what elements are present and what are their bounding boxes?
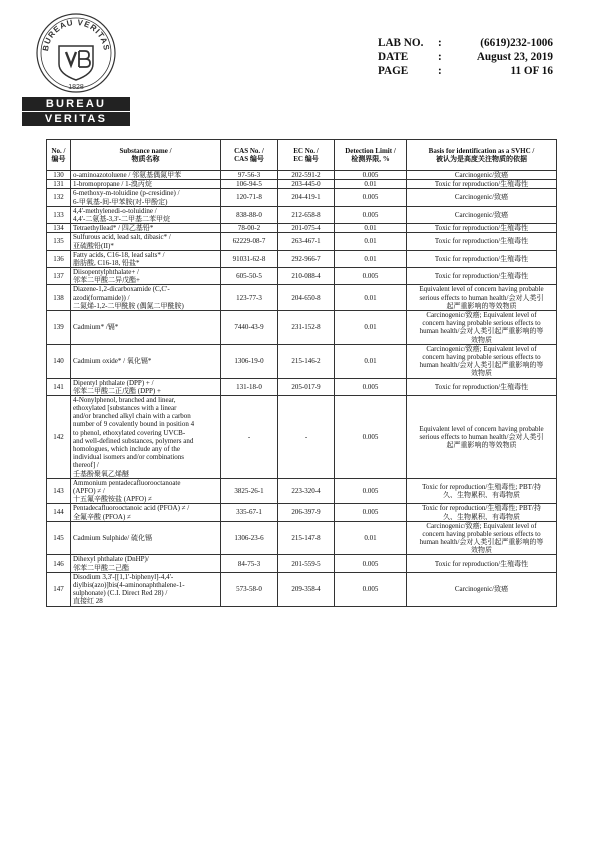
cell-cas-no: 3825-26-1 xyxy=(221,478,278,504)
table-row xyxy=(47,504,557,521)
cell-detection-limit: 0.005 xyxy=(335,171,407,180)
cell-basis-line: Toxic for reproduction/生殖毒性 xyxy=(434,180,529,189)
table-row xyxy=(47,378,557,395)
cell-no: 147 xyxy=(47,572,71,606)
cell-ec-no: 263-467-1 xyxy=(278,233,335,250)
cell-basis xyxy=(407,206,557,223)
logo-band-bureau: BUREAU xyxy=(22,97,130,111)
cell-substance-name-line: Disodium 3,3'-[[1,1'-biphenyl]-4,4'- xyxy=(73,572,174,581)
cell-no: 132 xyxy=(47,189,71,206)
cell-ec-no: 215-147-8 xyxy=(278,521,335,555)
cell-substance-name-line: Ammonium pentadecafluorooctanoate xyxy=(73,478,181,487)
cell-no: 142 xyxy=(47,395,71,478)
cell-substance-name-line: homologues, which include any of the xyxy=(73,445,180,453)
svhc-table xyxy=(46,139,557,607)
header-line: 编号 xyxy=(51,155,66,163)
header-line: EC 编号 xyxy=(293,155,319,163)
cell-basis-line: 久、生物累积、有毒物质 xyxy=(443,491,520,500)
cell-substance-name-line: and well-defined substances, polymers and xyxy=(73,436,194,445)
cell-substance-name xyxy=(71,395,221,478)
cell-substance-name xyxy=(71,268,221,285)
cell-detection-limit: 0.01 xyxy=(335,285,407,311)
cell-basis-line: 起严重影响的等效物质 xyxy=(446,301,517,310)
col-header-cas xyxy=(221,140,278,171)
cell-substance-name-line: 4-Nonylphenol, branched and linear, xyxy=(73,395,176,404)
cell-cas-no: 7440-43-9 xyxy=(221,311,278,345)
header-line: 物质名称 xyxy=(131,155,160,163)
table-row xyxy=(47,206,557,223)
cell-detection-limit: 0.005 xyxy=(335,268,407,285)
cell-ec-no: 209-358-4 xyxy=(278,572,335,606)
cell-substance-name-line: 十五氟辛酸铵盐 (APFO) ≠ xyxy=(73,495,152,504)
cell-substance-name-line: 4,4'-methylenedi-o-toluidine / xyxy=(73,206,157,215)
cell-basis-line: Equivalent level of concern having probable xyxy=(419,424,544,433)
cell-basis-line: Carcinogenic/致癌; Equivalent level of xyxy=(426,311,537,319)
cell-basis-line: Carcinogenic/致癌 xyxy=(454,193,509,202)
cell-substance-name-line: 脂肪酸, C16-18, 铅盐* xyxy=(73,258,140,267)
header-line: EC No. / xyxy=(293,146,319,155)
cell-cas-no: 1306-23-6 xyxy=(221,521,278,555)
date-label: DATE xyxy=(378,51,409,63)
cell-basis-line: Carcinogenic/致癌 xyxy=(454,210,509,219)
cell-detection-limit: 0.01 xyxy=(335,250,407,267)
lab-no-label: LAB NO. xyxy=(378,37,424,49)
cell-ec-no: 204-650-8 xyxy=(278,285,335,311)
cell-basis-line: Carcinogenic/致癌 xyxy=(454,171,509,179)
col-header-name xyxy=(71,140,221,171)
cell-substance-name-line: Cadmium Sulphide/ 硫化镉 xyxy=(73,533,152,542)
cell-cas-no: 62229-08-7 xyxy=(221,233,278,250)
cell-substance-name-line: 6-甲氧基-间-甲苯胺(对-甲酚定) xyxy=(73,197,168,206)
cell-basis-line: human health/会对人类引起严重影响的等 xyxy=(419,361,544,370)
cell-substance-name xyxy=(71,189,221,206)
cell-cas-no: 123-77-3 xyxy=(221,285,278,311)
cell-detection-limit: 0.01 xyxy=(335,311,407,345)
cell-basis xyxy=(407,478,557,504)
table-row xyxy=(47,224,557,233)
cell-detection-limit: 0.005 xyxy=(335,555,407,572)
bureau-veritas-seal xyxy=(35,12,117,94)
cell-detection-limit: 0.01 xyxy=(335,344,407,378)
cell-substance-name xyxy=(71,555,221,572)
cell-substance-name xyxy=(71,572,221,606)
cell-basis-line: serious effects to human health/会对人类引 xyxy=(419,293,544,302)
cell-substance-name-line: 6-methoxy-m-toluidine (p-cresidine) / xyxy=(73,189,180,198)
cell-ec-no: 231-152-8 xyxy=(278,311,335,345)
cell-cas-no: 131-18-0 xyxy=(221,378,278,395)
cell-substance-name-line: o-aminoazotoluene / 邻氨基偶氮甲苯 xyxy=(73,171,182,179)
cell-basis xyxy=(407,311,557,345)
cell-ec-no: 203-445-0 xyxy=(278,180,335,189)
cell-substance-name-line: Cadmium* /镉* xyxy=(73,323,119,332)
cell-basis-line: Toxic for reproduction/生殖毒性; PBT/持 xyxy=(422,504,541,513)
seal-year: 1828 xyxy=(68,84,84,91)
cell-basis-line: Carcinogenic/致癌 xyxy=(454,585,509,594)
cell-no: 140 xyxy=(47,344,71,378)
cell-detection-limit: 0.005 xyxy=(335,504,407,521)
cell-substance-name xyxy=(71,233,221,250)
cell-basis-line: Toxic for reproduction/生殖毒性 xyxy=(434,559,529,568)
cell-substance-name-line: 4,4'-二氨基-3,3'-二甲基二苯甲烷 xyxy=(73,214,171,223)
cell-detection-limit: 0.005 xyxy=(335,206,407,223)
cell-basis-line: human health/会对人类引起严重影响的等 xyxy=(419,327,544,336)
header-line: 检测界限, % xyxy=(351,155,390,163)
table-row xyxy=(47,268,557,285)
cell-detection-limit: 0.005 xyxy=(335,478,407,504)
lab-no-value: (6619)232-1006 xyxy=(480,37,553,49)
cell-substance-name xyxy=(71,250,221,267)
table-row xyxy=(47,572,557,606)
cell-substance-name-line: 二氮烯-1,2-二甲酰胺 (偶氮二甲酰胺) xyxy=(73,301,184,310)
colon: : xyxy=(438,51,442,63)
page-value: 11 OF 16 xyxy=(510,65,553,77)
cell-basis xyxy=(407,521,557,555)
header-line: 被认为是高度关注物质的依据 xyxy=(436,155,527,163)
cell-ec-no: 204-419-1 xyxy=(278,189,335,206)
table-row xyxy=(47,171,557,180)
cell-substance-name-line: diylbis(azo)]bis(4-aminonaphthalene-1- xyxy=(73,581,185,589)
cell-substance-name-line: (APFO) ≠ / xyxy=(73,486,105,495)
cell-substance-name-line: Fatty acids, C16-18, lead salts* / xyxy=(73,250,165,259)
cell-basis-line: serious effects to human health/会对人类引 xyxy=(419,432,544,441)
cell-basis-line: Equivalent level of concern having probable xyxy=(419,285,544,294)
cell-basis xyxy=(407,378,557,395)
cell-no: 145 xyxy=(47,521,71,555)
cell-basis xyxy=(407,504,557,521)
cell-substance-name xyxy=(71,378,221,395)
cell-basis-line: Carcinogenic/致癌; Equivalent level of xyxy=(426,521,537,530)
table-body xyxy=(47,171,557,607)
cell-basis xyxy=(407,268,557,285)
cell-no: 130 xyxy=(47,171,71,180)
cell-substance-name xyxy=(71,285,221,311)
cell-no: 137 xyxy=(47,268,71,285)
cell-no: 138 xyxy=(47,285,71,311)
table-row xyxy=(47,521,557,555)
cell-substance-name-line: Pentadecafluorooctanoic acid (PFOA) ≠ / xyxy=(73,504,190,513)
cell-cas-no: 335-67-1 xyxy=(221,504,278,521)
cell-basis xyxy=(407,171,557,180)
cell-substance-name-line: 邻苯二甲酸二正戊酯 (DPP) + xyxy=(73,386,161,395)
cell-substance-name-line: 壬基酚聚氧乙烯醚 xyxy=(73,469,129,478)
cell-cas-no: 106-94-5 xyxy=(221,180,278,189)
cell-substance-name xyxy=(71,344,221,378)
cell-substance-name-line: 邻苯二甲酸二己酯 xyxy=(73,563,129,572)
lab-no-row xyxy=(378,36,553,50)
cell-substance-name-line: 1-bromopropane / 1-溴丙烷 xyxy=(73,180,152,189)
table-row xyxy=(47,250,557,267)
page-label: PAGE xyxy=(378,65,409,77)
cell-no: 133 xyxy=(47,206,71,223)
cell-cas-no: 120-71-8 xyxy=(221,189,278,206)
cell-no: 144 xyxy=(47,504,71,521)
cell-basis xyxy=(407,395,557,478)
cell-ec-no: 202-591-2 xyxy=(278,171,335,180)
table-row xyxy=(47,233,557,250)
col-header-no xyxy=(47,140,71,171)
cell-substance-name-line: thereof] / xyxy=(73,461,99,470)
table-row xyxy=(47,180,557,189)
cell-substance-name xyxy=(71,478,221,504)
cell-substance-name xyxy=(71,180,221,189)
seal-arc-text: BUREAU VERITAS xyxy=(40,17,112,52)
cell-cas-no: 78-00-2 xyxy=(221,224,278,233)
cell-no: 134 xyxy=(47,224,71,233)
cell-no: 135 xyxy=(47,233,71,250)
cell-cas-no: 605-50-5 xyxy=(221,268,278,285)
cell-basis-line: 效物质 xyxy=(471,369,492,378)
cell-cas-no: 84-75-3 xyxy=(221,555,278,572)
cell-cas-no: 91031-62-8 xyxy=(221,250,278,267)
cell-basis-line: concern having probable serious effects to xyxy=(422,319,541,328)
cell-no: 139 xyxy=(47,311,71,345)
cell-basis-line: 起严重影响的等效物质 xyxy=(446,440,517,449)
logo-band-veritas: VERITAS xyxy=(22,112,130,126)
cell-substance-name xyxy=(71,311,221,345)
cell-substance-name-line: Dihexyl phthalate (DnHP)/ xyxy=(73,555,149,564)
cell-substance-name-line: Sulfurous acid, lead salt, dibasic* / xyxy=(73,233,171,242)
header-line: CAS 编号 xyxy=(234,155,264,163)
cell-ec-no: 212-658-8 xyxy=(278,206,335,223)
cell-cas-no: 573-58-0 xyxy=(221,572,278,606)
cell-ec-no: 223-320-4 xyxy=(278,478,335,504)
cell-substance-name-line: 直接红 28 xyxy=(73,597,103,606)
table-row xyxy=(47,395,557,478)
col-header-ec xyxy=(278,140,335,171)
cell-basis-line: concern having probable serious effects to xyxy=(422,529,541,538)
cell-ec-no: 206-397-9 xyxy=(278,504,335,521)
cell-basis-line: 效物质 xyxy=(471,335,492,344)
cell-basis-line: Toxic for reproduction/生殖毒性; PBT/持 xyxy=(422,482,541,491)
cell-substance-name-line: individual isomers and/or combinations xyxy=(73,453,185,462)
cell-basis xyxy=(407,555,557,572)
table-row xyxy=(47,285,557,311)
cell-substance-name xyxy=(71,521,221,555)
cell-substance-name xyxy=(71,171,221,180)
cell-substance-name xyxy=(71,206,221,223)
cell-no: 131 xyxy=(47,180,71,189)
cell-ec-no: 292-966-7 xyxy=(278,250,335,267)
cell-substance-name-line: number of 9 covalently bound in position 4 xyxy=(73,420,195,429)
cell-no: 143 xyxy=(47,478,71,504)
cell-basis-line: Toxic for reproduction/生殖毒性 xyxy=(434,382,529,391)
cell-basis-line: 效物质 xyxy=(471,546,492,555)
cell-substance-name xyxy=(71,504,221,521)
date-value: August 23, 2019 xyxy=(476,51,553,63)
cell-ec-no: 205-017-9 xyxy=(278,378,335,395)
cell-substance-name xyxy=(71,224,221,233)
cell-basis xyxy=(407,344,557,378)
cell-substance-name-line: 亚硫酸铅(II)* xyxy=(73,241,114,250)
cell-substance-name-line: to phenol, ethoxylated covering UVCB- xyxy=(73,428,186,437)
cell-basis-line: human health/会对人类引起严重影响的等 xyxy=(419,538,544,547)
cell-basis-line: Toxic for reproduction/生殖毒性 xyxy=(434,272,529,281)
table-row xyxy=(47,189,557,206)
cell-basis-line: 久、生物累积、有毒物质 xyxy=(443,512,520,521)
cell-basis-line: Carcinogenic/致癌; Equivalent level of xyxy=(426,344,537,353)
cell-substance-name-line: 全氟辛酸 (PFOA) ≠ xyxy=(73,512,131,521)
cell-detection-limit: 0.01 xyxy=(335,521,407,555)
table-header-row xyxy=(47,140,557,171)
cell-detection-limit: 0.005 xyxy=(335,395,407,478)
cell-cas-no: 97-56-3 xyxy=(221,171,278,180)
colon: : xyxy=(438,37,442,49)
cell-substance-name-line: Diazene-1,2-dicarboxamide (C,C'- xyxy=(73,285,170,294)
cell-substance-name-line: Cadmium oxide* / 氧化镉* xyxy=(73,357,152,366)
cell-basis xyxy=(407,224,557,233)
cell-basis xyxy=(407,285,557,311)
cell-no: 136 xyxy=(47,250,71,267)
date-row xyxy=(378,50,553,64)
table-row xyxy=(47,478,557,504)
header-line: Substance name / xyxy=(119,146,172,155)
col-header-basis xyxy=(407,140,557,171)
cell-substance-name-line: 邻苯二甲酸二异戊酯+ xyxy=(73,276,140,285)
cell-ec-no: 210-088-4 xyxy=(278,268,335,285)
cell-substance-name-line: Tetraethyllead* / 四乙基铅* xyxy=(73,224,154,233)
cell-cas-no: 838-88-0 xyxy=(221,206,278,223)
table-row xyxy=(47,344,557,378)
header-line: CAS No. / xyxy=(234,146,264,155)
report-header xyxy=(378,36,553,78)
header-line: Detection Limit / xyxy=(345,146,396,155)
cell-no: 141 xyxy=(47,378,71,395)
header-line: Basis for identification as a SVHC / xyxy=(428,146,535,155)
cell-substance-name-line: sulphonate) (C.I. Direct Red 28) / xyxy=(73,589,168,598)
header-line: No. / xyxy=(51,146,66,155)
cell-cas-no: 1306-19-0 xyxy=(221,344,278,378)
cell-substance-name-line: azodi(formamide)) / xyxy=(73,293,130,302)
cell-cas-no: - xyxy=(221,395,278,478)
cell-basis xyxy=(407,250,557,267)
cell-ec-no: 201-075-4 xyxy=(278,224,335,233)
cell-basis xyxy=(407,180,557,189)
cell-substance-name-line: ethoxylated [substances with a linear xyxy=(73,404,177,413)
cell-basis xyxy=(407,189,557,206)
cell-substance-name-line: and/or branched alkyl chain with a carbon xyxy=(73,412,191,421)
cell-no: 146 xyxy=(47,555,71,572)
page-row xyxy=(378,64,553,78)
col-header-limit xyxy=(335,140,407,171)
cell-detection-limit: 0.005 xyxy=(335,378,407,395)
cell-basis-line: Toxic for reproduction/生殖毒性 xyxy=(434,254,529,263)
cell-ec-no: 201-559-5 xyxy=(278,555,335,572)
cell-basis xyxy=(407,572,557,606)
cell-detection-limit: 0.005 xyxy=(335,189,407,206)
cell-detection-limit: 0.01 xyxy=(335,233,407,250)
cell-basis-line: Toxic for reproduction/生殖毒性 xyxy=(434,237,529,246)
colon: : xyxy=(438,65,442,77)
cell-basis xyxy=(407,233,557,250)
cell-ec-no: 215-146-2 xyxy=(278,344,335,378)
cell-detection-limit: 0.005 xyxy=(335,572,407,606)
cell-detection-limit: 0.01 xyxy=(335,180,407,189)
cell-basis-line: concern having probable serious effects to xyxy=(422,352,541,361)
table-row xyxy=(47,311,557,345)
cell-substance-name-line: Diisopentylphthalate+ / xyxy=(73,268,139,277)
cell-detection-limit: 0.01 xyxy=(335,224,407,233)
cell-substance-name-line: Dipentyl phthalate (DPP) + / xyxy=(73,378,154,387)
table-row xyxy=(47,555,557,572)
cell-basis-line: Toxic for reproduction/生殖毒性 xyxy=(434,224,529,233)
cell-ec-no: - xyxy=(278,395,335,478)
